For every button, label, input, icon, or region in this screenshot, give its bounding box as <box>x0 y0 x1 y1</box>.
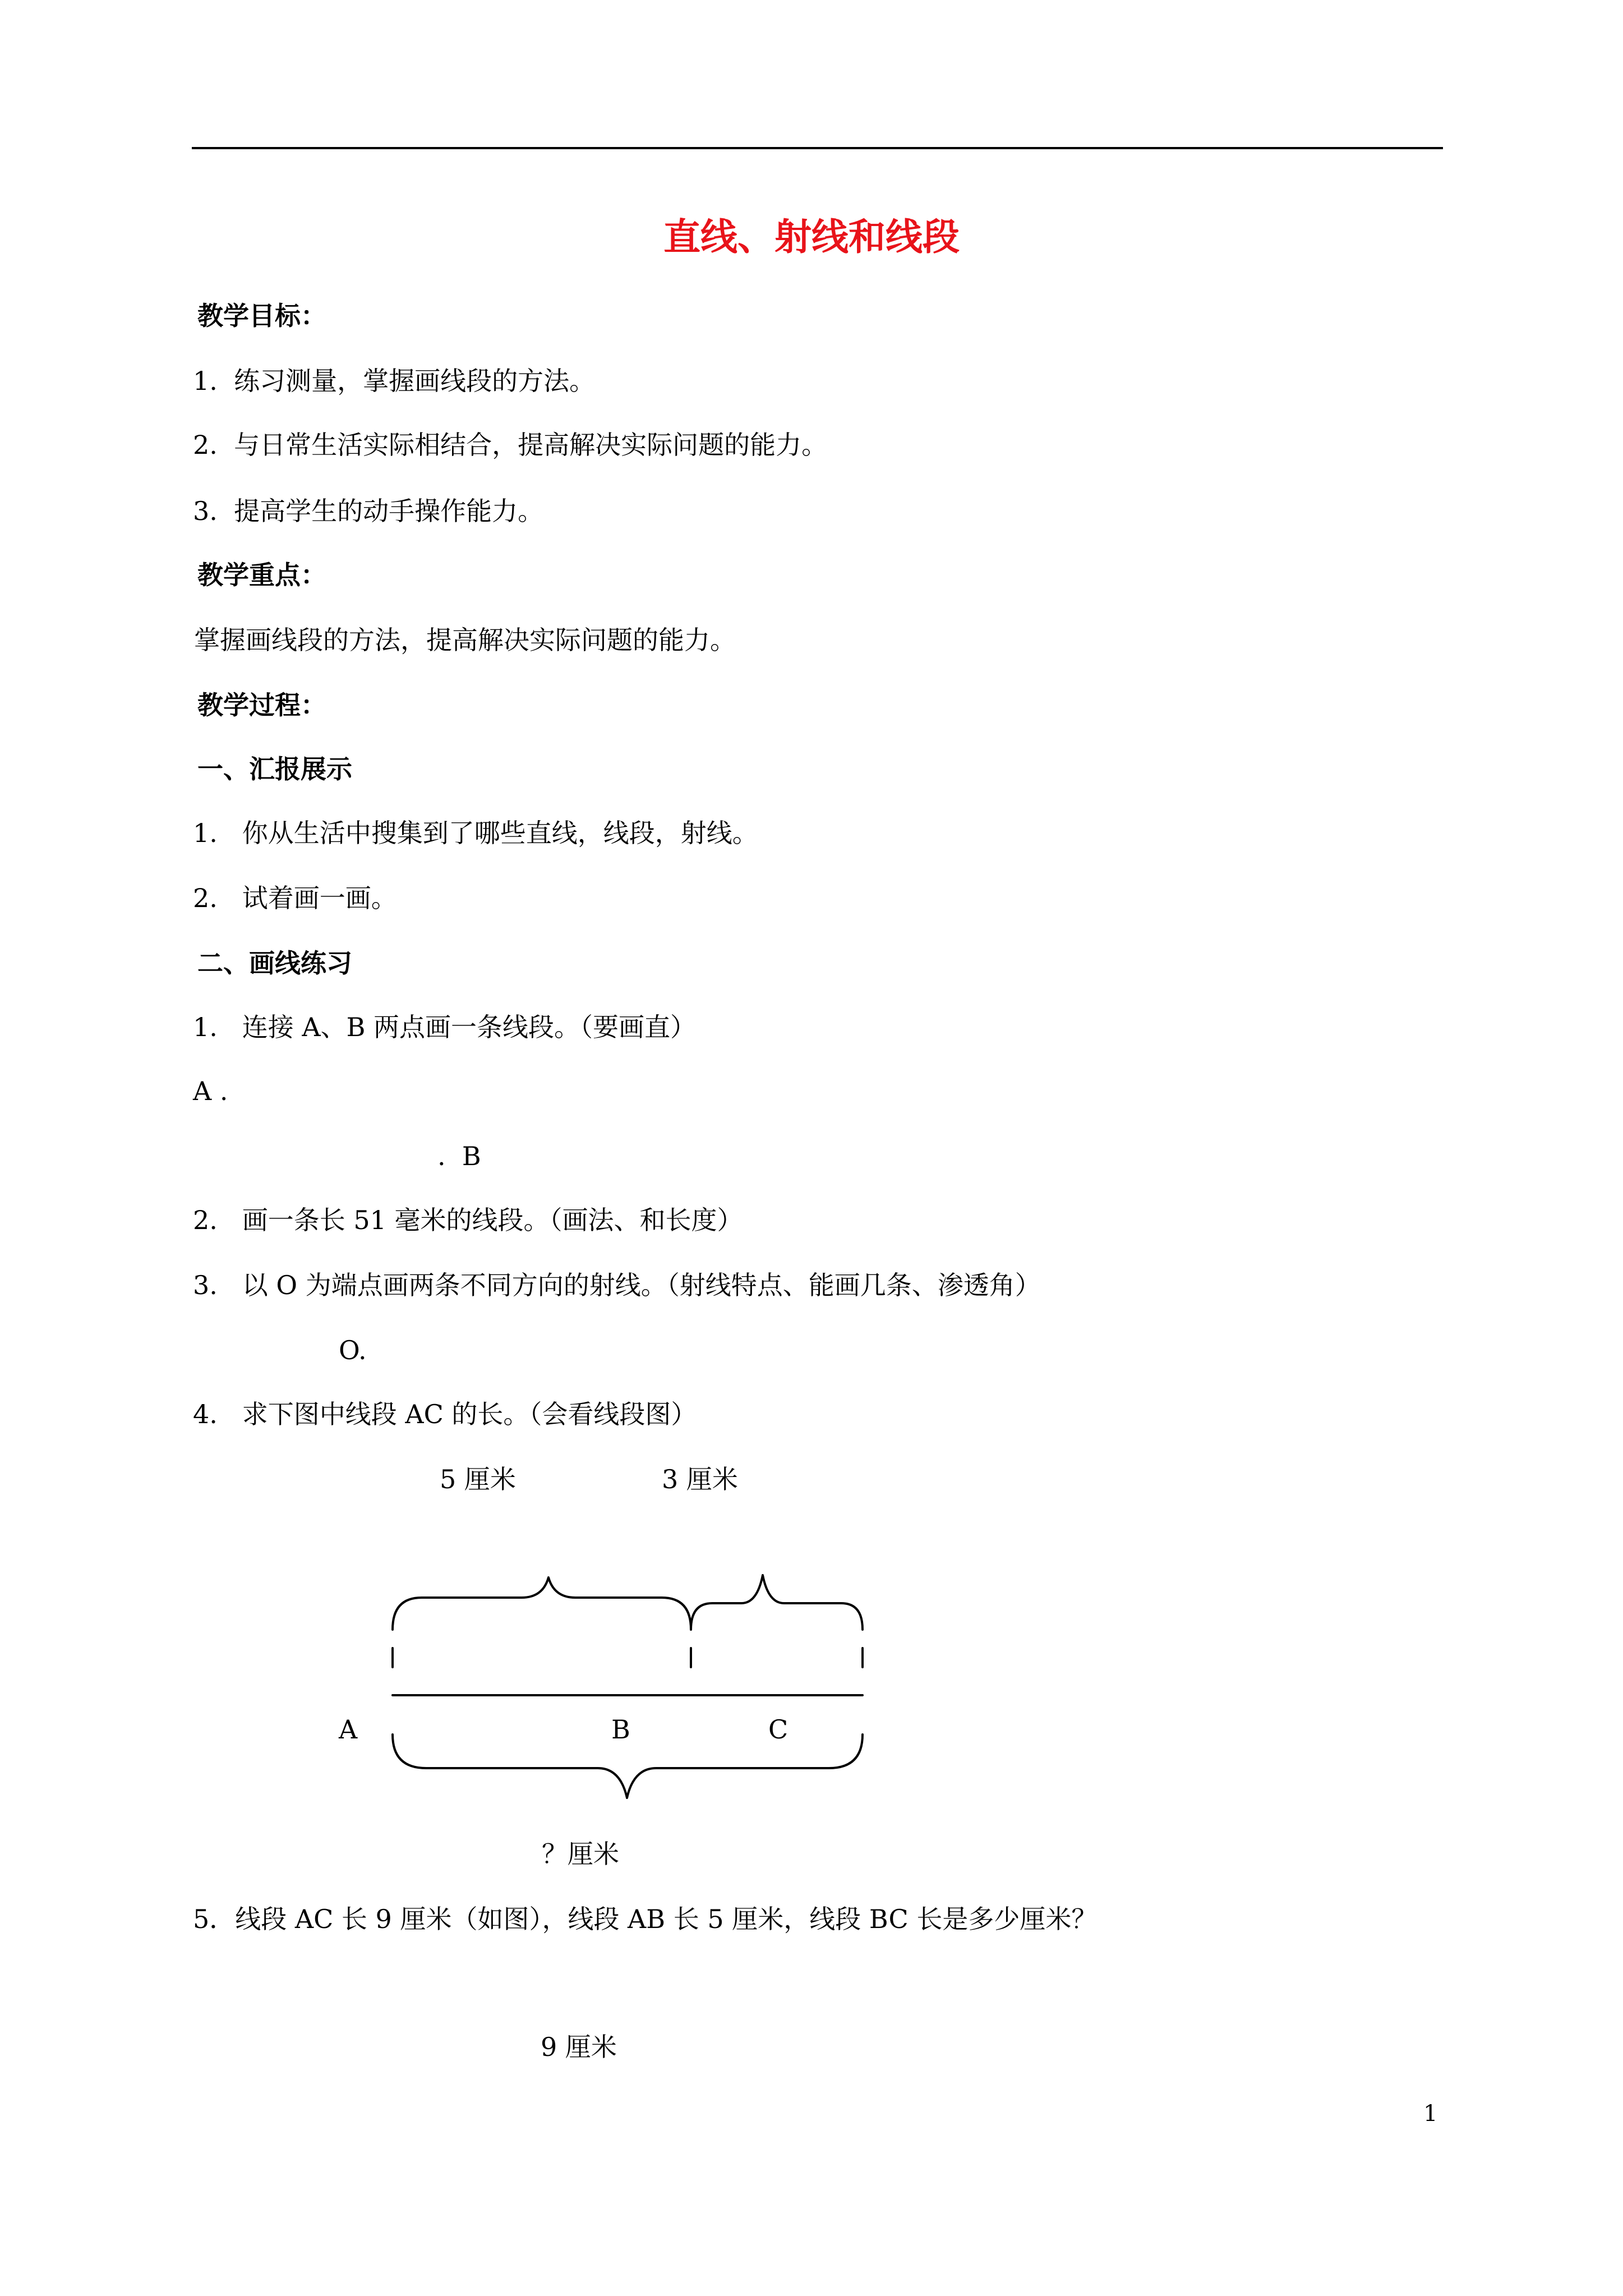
goal-item-1: 1. 练习测量，掌握画线段的方法。 <box>193 366 596 396</box>
part1-item-1: 1. 你从生活中搜集到了哪些直线，线段，射线。 <box>193 818 758 848</box>
goal-item-2: 2. 与日常生活实际相结合，提高解决实际问题的能力。 <box>193 430 828 460</box>
question-4: 4. 求下图中线段 AC 的长。（会看线段图） <box>193 1399 697 1429</box>
page-title: 直线、射线和线段 <box>663 215 960 259</box>
point-o-label: O. <box>339 1335 367 1365</box>
diagram-point-c: C <box>768 1714 789 1745</box>
question-5-length-label: 9 厘米 <box>541 2032 617 2062</box>
key-text: 掌握画线段的方法，提高解决实际问题的能力。 <box>194 625 736 655</box>
question-1: 1. 连接 A、B 两点画一条线段。（要画直） <box>193 1012 697 1042</box>
brace-bc <box>691 1575 863 1630</box>
process-heading: 教学过程： <box>197 690 326 720</box>
key-heading: 教学重点： <box>197 560 326 590</box>
segment-bc-length-label: 3 厘米 <box>662 1464 738 1494</box>
question-5: 5．线段 AC 长 9 厘米（如图），线段 AB 长 5 厘米，线段 BC 长是多少厘米？ <box>193 1904 1098 1934</box>
goals-heading: 教学目标： <box>197 301 326 331</box>
diagram-point-b: B <box>611 1714 630 1745</box>
segment-ab-length-label: 5 厘米 <box>440 1464 516 1494</box>
part1-item-2: 2. 试着画一画。 <box>193 883 397 913</box>
page-number: 1 <box>1423 2101 1438 2127</box>
diagram-point-a: A <box>339 1714 358 1745</box>
part1-heading: 一、汇报展示 <box>197 754 352 784</box>
segment-ac-length-label: ？厘米 <box>542 1839 619 1869</box>
question-3: 3. 以 O 为端点画两条不同方向的射线。（射线特点、能画几条、渗透角） <box>193 1270 1041 1300</box>
point-b-label: . B <box>437 1141 481 1171</box>
part2-heading: 二、画线练习 <box>197 948 352 978</box>
point-a-label: A . <box>193 1076 228 1106</box>
question-2: 2. 画一条长 51 毫米的线段。（画法、和长度） <box>193 1205 743 1235</box>
brace-ab <box>393 1577 691 1630</box>
goal-item-3: 3. 提高学生的动手操作能力。 <box>193 496 544 526</box>
